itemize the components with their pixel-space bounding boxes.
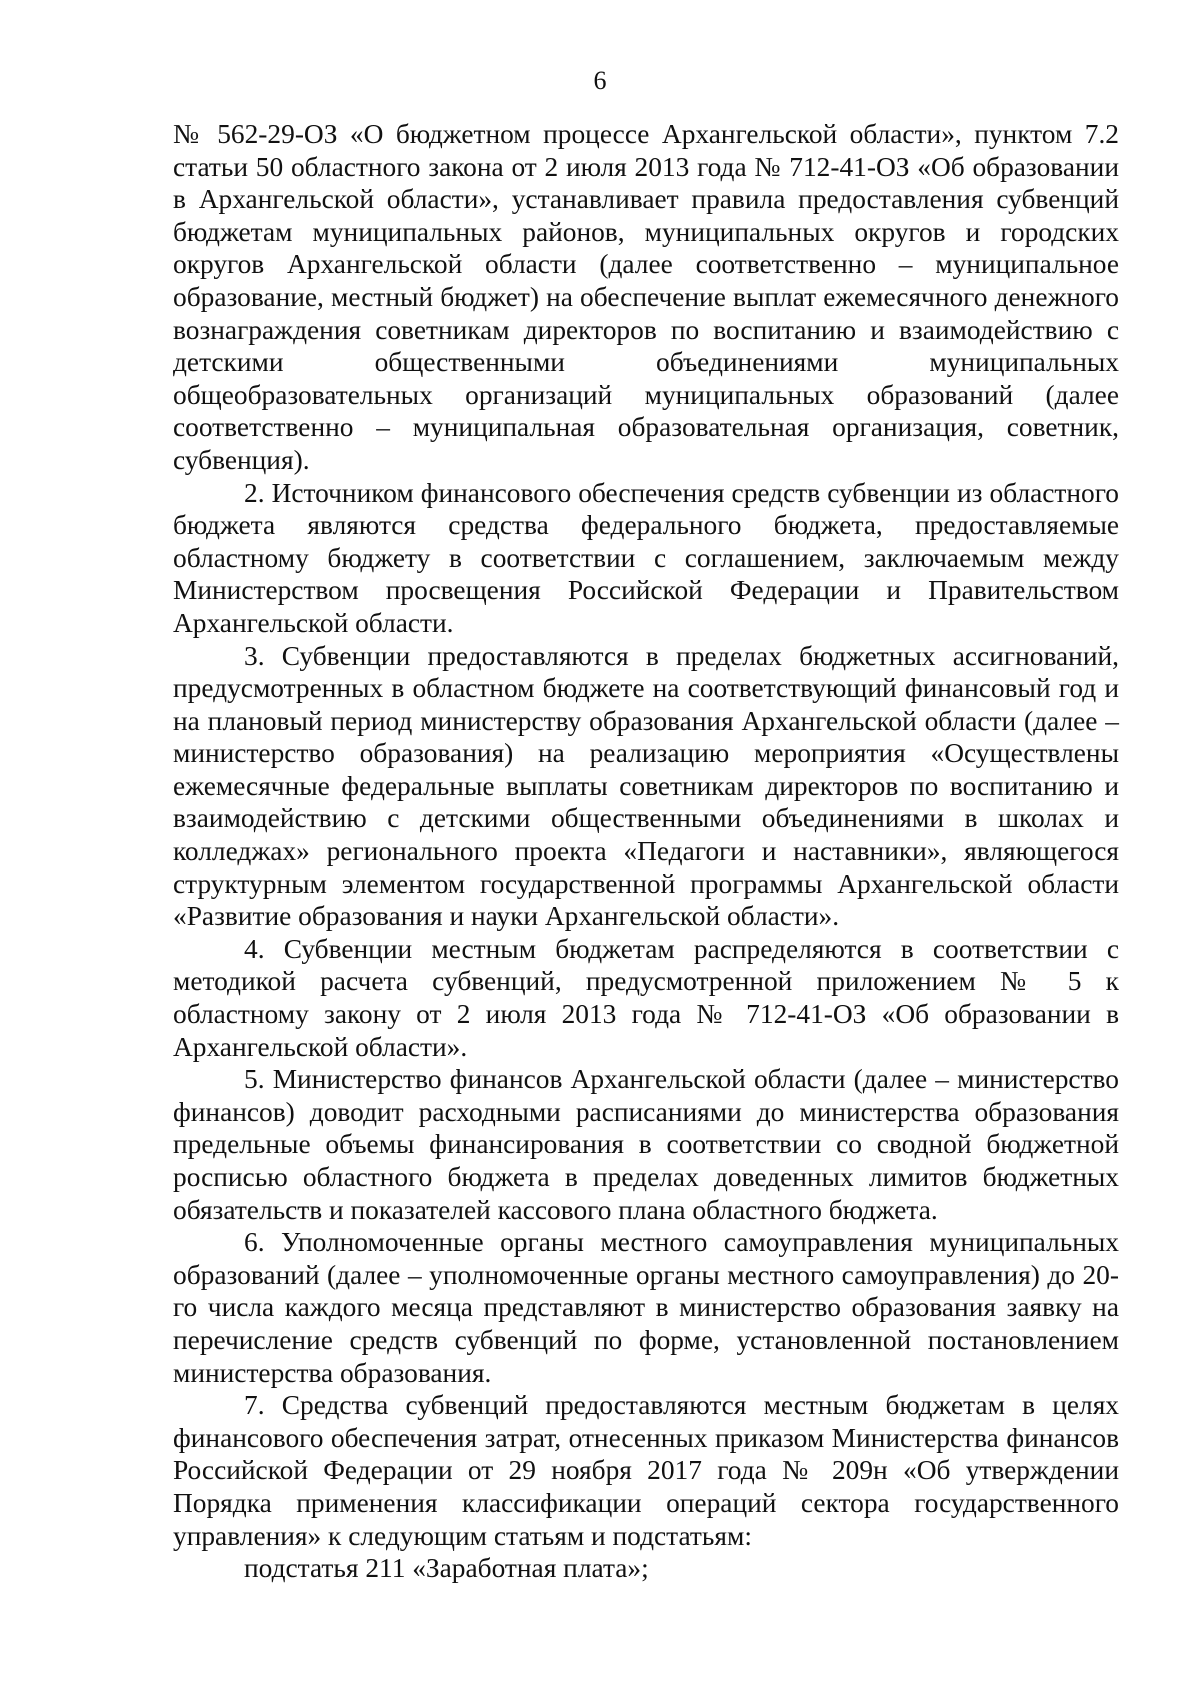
paragraph-3-budget-allocations: 3. Субвенции предоставляются в пределах бюджетных ассигнований, предусмотренных в областном бюджете на соответствующий финансовый год и на плановый период министерству образования Архангельской области (далее – министерство образования) на реализацию мероприятия «Осуществлены ежемесячные федеральные выплаты советникам директоров по воспитанию и взаимодействию с детскими общественными объединениями в школах и колледжах» регионального проекта «Педагоги и наставники», являющегося структурным элементом государственной программы Архангельской области «Развитие образования и науки Архангельской области». <box>173 640 1119 932</box>
page-number: 6 <box>593 66 607 95</box>
paragraph-8-substat-211: подстатья 211 «Заработная плата»; <box>244 1553 649 1584</box>
paragraph-7-subvention-use: 7. Средства субвенций предоставляются местным бюджетам в целях финансового обеспечения затрат, отнесенных приказом Министерства финансов Российской Федерации от 29 ноября 2017 года № 209н «Об утверждении Порядка применения классификации операций сектора государственного управления» к следующим статьям и подстатьям: <box>173 1390 1119 1551</box>
paragraph-4-distribution: 4. Субвенции местным бюджетам распределяются в соответствии с методикой расчета субвенций, предусмотренной приложением № 5 к областному закону от 2 июля 2013 года № 712-41-ОЗ «Об образовании в Архангельской области». <box>173 933 1119 1062</box>
document-body <box>173 118 1119 1585</box>
paragraph-6-local-authorities: 6. Уполномоченные органы местного самоуправления муниципальных образований (далее – уполномоченные органы местного самоуправления) до 20-го числа каждого месяца представляют в министерство образования заявку на перечисление средств субвенций по форме, установленной постановлением министерства образования. <box>173 1227 1119 1388</box>
paragraph-5-ministry-of-finance: 5. Министерство финансов Архангельской области (далее – министерство финансов) доводит расходными расписаниями до министерства образования предельные объемы финансирования в соответствии со сводной бюджетной росписью областного бюджета в пределах доведенных лимитов бюджетных обязательств и показателей кассового плана областного бюджета. <box>173 1064 1119 1225</box>
paragraph-intro: № 562-29-ОЗ «О бюджетном процессе Архангельской области», пунктом 7.2 статьи 50 областного закона от 2 июля 2013 года № 712-41-ОЗ «Об образовании в Архангельской области», устанавливает правила предоставления субвенций бюджетам муниципальных районов, муниципальных округов и городских округов Архангельской области (далее соответственно – муниципальное образование, местный бюджет) на обеспечение выплат ежемесячного денежного вознаграждения советникам директоров по воспитанию и взаимодействию с детскими общественными объединениями муниципальных общеобразовательных организаций муниципальных образований (далее соответственно – муниципальная образовательная организация, советник, субвенция). <box>173 119 1119 475</box>
paragraph-2-funding-source: 2. Источником финансового обеспечения средств субвенции из областного бюджета являются средства федерального бюджета, предоставляемые областному бюджету в соответствии с соглашением, заключаемым между Министерством просвещения Российской Федерации и Правительством Архангельской области. <box>173 477 1119 638</box>
